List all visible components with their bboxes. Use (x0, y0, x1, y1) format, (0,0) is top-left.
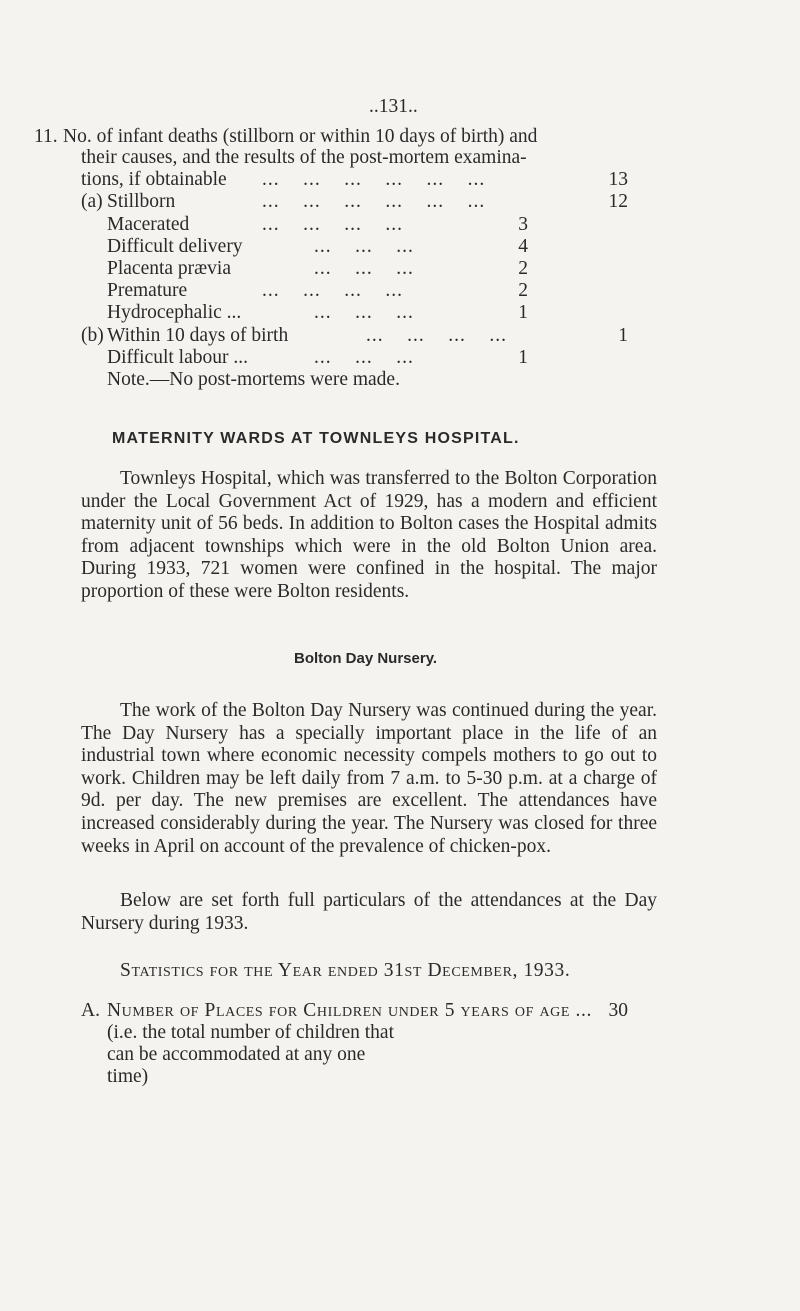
cause-label: Premature (107, 280, 188, 301)
item-line-3: tions, if obtainable (81, 169, 227, 190)
item-number: 11. (34, 126, 58, 147)
maternity-paragraph (81, 468, 657, 604)
cause-label: Hydrocephalic ... (107, 302, 242, 323)
cause-label: Placenta prævia (107, 258, 231, 279)
total-value: 13 (608, 169, 628, 190)
cause-value: 2 (518, 280, 528, 301)
stat-note-line: can be accommodated at any one (107, 1044, 366, 1065)
cause-label: Difficult labour ... (107, 347, 248, 368)
category-label: Stillborn (107, 191, 176, 212)
leader-dots: ... ... ... (314, 302, 414, 323)
note: Note.—No post-mortems were made. (107, 369, 400, 390)
cause-value: 2 (518, 258, 528, 279)
leader-dots: ... ... ... ... ... ... (262, 169, 486, 190)
cause-value: 3 (518, 214, 528, 235)
paragraph-text: Townleys Hospital, which was transferred to the Bolton Corporation under the Local Government Act of 1929, has a modern and efficient maternity unit of 56 beds. In addition to Bolton cases the Hospital admits from adjacent townships which were in the old Bolton Union area. During 1933, 721 women were confined in the hospital. The major proportion of these were Bolton residents. (81, 468, 657, 602)
cause-value: 4 (518, 236, 528, 257)
category-value: 1 (618, 325, 628, 346)
nursery-paragraph-2 (81, 890, 657, 935)
leader-dots: ... ... ... ... (262, 280, 403, 301)
category-value: 12 (608, 191, 628, 212)
paragraph-text: Below are set forth full particulars of the attendances at the Day Nursery during 1933. (81, 890, 657, 934)
page-number: ..131.. (369, 96, 418, 117)
stat-label: Number of Places for Children under 5 years of age ... (107, 1000, 592, 1021)
cause-label: Difficult delivery (107, 236, 243, 257)
cause-value: 1 (518, 347, 528, 368)
leader-dots: ... ... ... (314, 347, 414, 368)
category-letter: (b) (81, 325, 104, 346)
stat-letter: A. (81, 1000, 100, 1021)
category-letter: (a) (81, 191, 103, 212)
leader-dots: ... ... ... (314, 236, 414, 257)
stat-note-line: (i.e. the total number of children that (107, 1022, 394, 1043)
statistics-heading: Statistics for the Year ended 31st December, 1933. (120, 960, 571, 981)
stat-note-line: time) (107, 1066, 149, 1087)
nursery-paragraph-1 (81, 700, 657, 858)
paragraph-text: The work of the Bolton Day Nursery was continued during the year. The Day Nursery has a specially important place in the life of an industrial town where economic necessity compels mothers to go out to work. Children may be left daily from 7 a.m. to 5-30 p.m. at a charge of 9d. per day. The new premises are excellent. The attendances have increased considerably during the year. The Nursery was closed for three weeks in April on account of the prevalence of chicken-pox. (81, 700, 657, 857)
section-heading: Bolton Day Nursery. (294, 650, 438, 667)
section-heading: MATERNITY WARDS AT TOWNLEYS HOSPITAL. (112, 430, 520, 447)
leader-dots: ... ... ... (314, 258, 414, 279)
category-label: Within 10 days of birth (107, 325, 289, 346)
leader-dots: ... ... ... ... (366, 325, 507, 346)
item-line-1: No. of infant deaths (stillborn or within 10 days of birth) and (63, 126, 538, 147)
cause-value: 1 (518, 302, 528, 323)
leader-dots: ... ... ... ... ... ... (262, 191, 486, 212)
leader-dots: ... ... ... ... (262, 214, 403, 235)
item-line-2: their causes, and the results of the post-mortem examina- (81, 147, 527, 168)
stat-value: 30 (608, 1000, 628, 1021)
cause-label: Macerated (107, 214, 190, 235)
